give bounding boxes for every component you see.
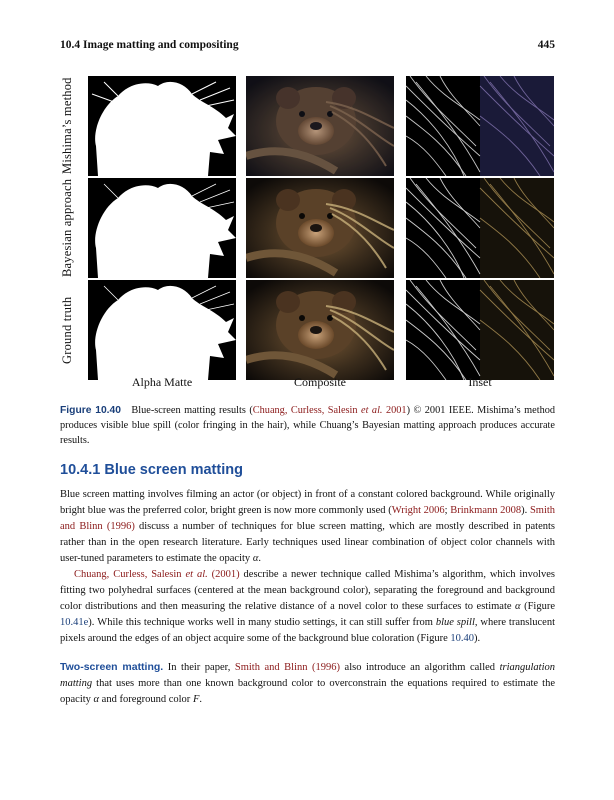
running-header <box>60 39 555 51</box>
page-number: 445 <box>537 39 555 51</box>
column-label-composite: Composite <box>293 375 346 389</box>
inset-image <box>406 280 554 380</box>
paragraph: Chuang, Curless, Salesin et al. (2001) describe a newer technique called Mishima’s algorithm, which involves fitting two polyhedral surfaces (centered at the mean background color), separating the foreground and background color distributions and then measuring the relative distance of a novel color to these surfaces to estimate α (Figure 10.41e). While this technique works well in many studio settings, it can still suffer from blue spill, where translucent pixels around the edges of an object acquire some of the background blue coloration (Figure 10.40). <box>60 569 556 644</box>
citation-link[interactable]: Wright 2006 <box>391 505 445 516</box>
caption-text: ) © 2001 IEEE. Mishima’s method produces visible blue spill (color fringing in the hair), while Chuang’s Bayesian matting approach produces accurate results. <box>60 405 556 446</box>
caption-text: Blue-screen matting results ( <box>131 405 253 416</box>
citation-link[interactable]: Smith and Blinn (1996) <box>60 505 556 532</box>
inset-bayesian <box>406 178 554 278</box>
figure-10-40 <box>60 76 555 394</box>
figure-label: Figure 10.40 <box>60 405 121 416</box>
paragraph-heading: Two-screen matting. <box>60 661 164 673</box>
alpha-matte-ground-truth <box>88 280 236 380</box>
composite-ground-truth <box>246 280 394 380</box>
inset-image <box>406 178 554 278</box>
alpha-matte-mishima <box>88 76 236 176</box>
paragraph: Two-screen matting. In their paper, Smith and Blinn (1996) also introduce an algorithm called triangulation matting that uses more than one known background color to overconstrain the equations required to estimate the opacity α and foreground color F. <box>60 661 555 705</box>
inset-ground-truth <box>406 280 554 380</box>
figure-caption <box>60 403 555 448</box>
column-label-inset: Inset <box>468 375 492 389</box>
body-text <box>60 487 555 708</box>
paragraph: Blue screen matting involves filming an actor (or object) in front of a constant colored background. While originally bright blue was the preferred color, bright green is now more commonly used (Wright 2006; Brinkmann 2008). Smith and Blinn (1996) discuss a number of techniques for blue screen matting, which are mostly described in patents rather than in the open research literature. Early techniques used linear combination of object color channels with user-tuned parameters to estimate the opacity α. <box>60 489 556 564</box>
section-running-title: 10.4 Image matting and compositing <box>60 39 239 51</box>
composite-image <box>246 76 394 176</box>
row-label-mishima: Mishima’s method <box>60 77 74 175</box>
alpha-matte-bayesian <box>88 178 236 278</box>
alpha-matte-image <box>88 178 236 278</box>
figure-reference-link[interactable]: 10.40 <box>450 633 475 644</box>
composite-image <box>246 178 394 278</box>
composite-mishima <box>246 76 394 176</box>
alpha-matte-image <box>88 280 236 380</box>
citation-link[interactable]: Chuang, Curless, Salesin et al. (2001) <box>74 569 240 580</box>
inset-mishima <box>406 76 554 176</box>
citation-link[interactable]: Smith and Blinn (1996) <box>234 662 341 673</box>
figure-reference-link[interactable]: 10.41e <box>60 617 89 628</box>
composite-image <box>246 280 394 380</box>
row-label-ground-truth: Ground truth <box>60 296 74 364</box>
row-label-bayesian: Bayesian approach <box>60 178 74 278</box>
citation-link[interactable]: Brinkmann 2008 <box>450 505 522 516</box>
composite-bayesian <box>246 178 394 278</box>
column-label-alpha-matte: Alpha Matte <box>131 375 193 389</box>
section-heading: 10.4.1 Blue screen matting <box>60 462 243 478</box>
inset-image <box>406 76 554 176</box>
citation-link[interactable]: Chuang, Curless, Salesin et al. 2001 <box>252 405 407 416</box>
alpha-matte-image <box>88 76 236 176</box>
